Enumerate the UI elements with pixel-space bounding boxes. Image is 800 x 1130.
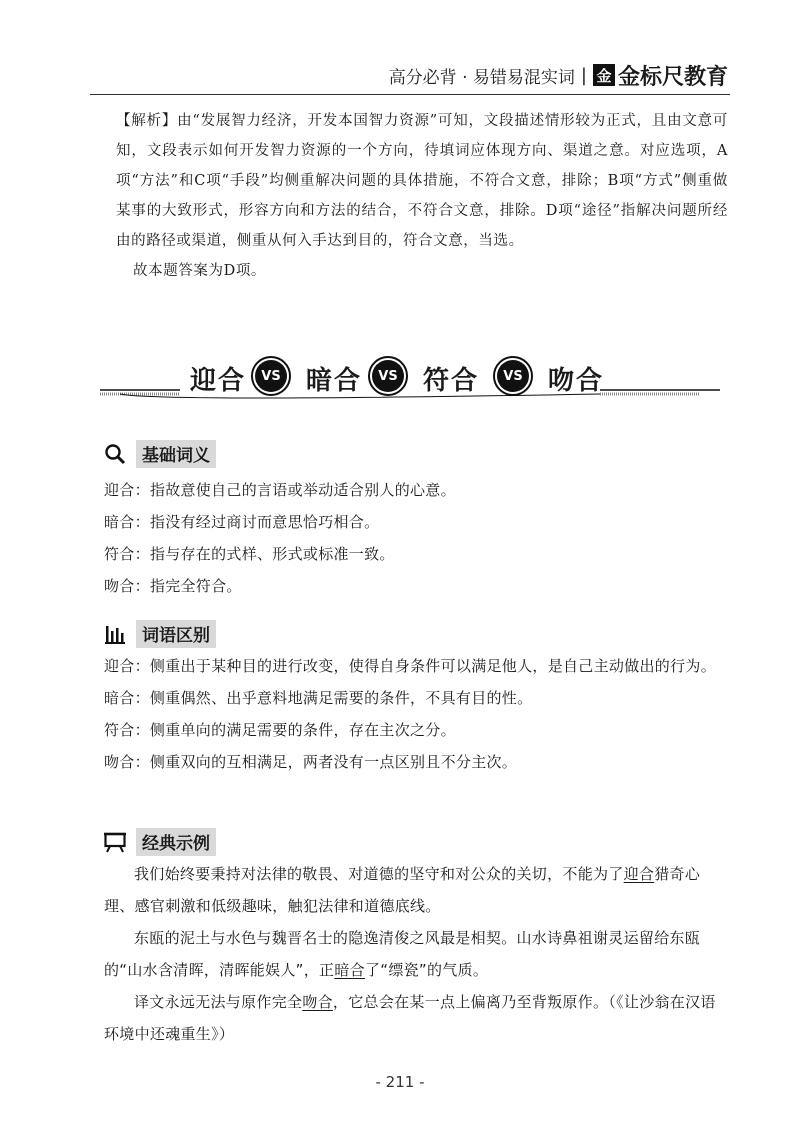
section-basic-heading [104, 440, 216, 468]
banner-word-3: 符合 [423, 366, 480, 396]
section-title: 基础词义 [136, 440, 216, 468]
list-item: 吻合：指完全符合。 [104, 577, 242, 595]
example-keyword: 暗合 [334, 961, 365, 979]
brand-logo-icon: 金 [593, 64, 615, 86]
example-2 [104, 922, 728, 986]
section-title: 词语区别 [136, 620, 216, 648]
example-3 [104, 986, 728, 1050]
bar-chart-icon [104, 623, 126, 645]
examples-list [104, 858, 728, 1050]
list-item: 迎合：指故意使自己的言语或举动适合别人的心意。 [104, 481, 456, 499]
basic-list [104, 474, 728, 602]
magnifier-icon [104, 443, 126, 465]
brand [593, 60, 728, 91]
analysis-paragraph: 【解析】由“发展智力经济，开发本国智力资源”可知，文段描述情形较为正式，且由文意可知，文段表示如何开发智力资源的一个方向，待填词应体现方向、渠道之意。对应选项，A项“方法”和C项“手段”均侧重解决问题的具体措施，不符合文意，排除；B项“方式”侧重做某事的大致形式，形容方向和方法的结合，不符合文意，排除。D项“途径”指解决问题所经由的路径或渠道，侧重从何入手达到目的，符合文意，当选。 [116, 113, 728, 249]
list-item: 吻合：侧重双向的互相满足，两者没有一点区别且不分主次。 [104, 753, 518, 771]
header-separator: | [580, 64, 587, 86]
example-text: 译文永远无法与原作完全 [134, 993, 303, 1011]
example-text: 东瓯的泥土与水色与魏晋名士的隐逸清俊之风最是相契。山水诗鼻祖谢灵运留给东瓯的“山水含清晖，清晖能娱人”，正 [104, 929, 701, 979]
banner-word-1: 迎合 [190, 366, 247, 396]
section-examples-heading [104, 828, 216, 856]
example-keyword: 迎合 [623, 865, 655, 883]
banner-word-4: 吻合 [548, 366, 605, 396]
banner-word-2: 暗合 [306, 366, 363, 396]
analysis-block [104, 106, 728, 286]
section-title: 经典示例 [136, 828, 216, 856]
page-header [389, 58, 728, 92]
list-item: 暗合：侧重偶然、出乎意料地满足需要的条件，不具有目的性。 [104, 689, 533, 707]
header-divider [90, 94, 730, 95]
diff-list [104, 650, 728, 778]
example-text: ，它总会在某一点上偏离乃至背叛原作。（《让沙翁在汉语环境中还魂重生》） [104, 993, 716, 1043]
presentation-board-icon [104, 831, 126, 853]
vs-badge: VS [255, 360, 287, 392]
header-tagline: 高分必背 · 易错易混实词 [388, 67, 575, 88]
vs-badge: VS [372, 360, 404, 392]
example-text: 猎奇心理、感官刺激和低级趣味，触犯法律和道德底线。 [104, 865, 701, 915]
vs-badge: VS [497, 360, 529, 392]
example-text: 我们始终要秉持对法律的敬畏、对道德的坚守和对公众的关切，不能为了 [134, 865, 624, 883]
list-item: 迎合：侧重出于某种目的进行改变，使得自身条件可以满足他人，是自己主动做出的行为。 [104, 657, 717, 675]
example-1 [104, 858, 728, 922]
brand-name: 金标尺教育 [617, 64, 728, 90]
list-item: 符合：侧重单向的满足需要的条件，存在主次之分。 [104, 721, 456, 739]
answer-paragraph: 故本题答案为D项。 [133, 263, 267, 279]
example-keyword: 吻合 [302, 993, 333, 1011]
list-item: 暗合：指没有经过商讨而意思恰巧相合。 [104, 513, 380, 531]
comparison-banner [100, 350, 720, 406]
section-diff-heading [104, 620, 216, 648]
page-number: - 211 - [375, 1073, 425, 1091]
list-item: 符合：指与存在的式样、形式或标准一致。 [104, 545, 395, 563]
example-text: 了“缥瓷”的气质。 [364, 961, 489, 979]
